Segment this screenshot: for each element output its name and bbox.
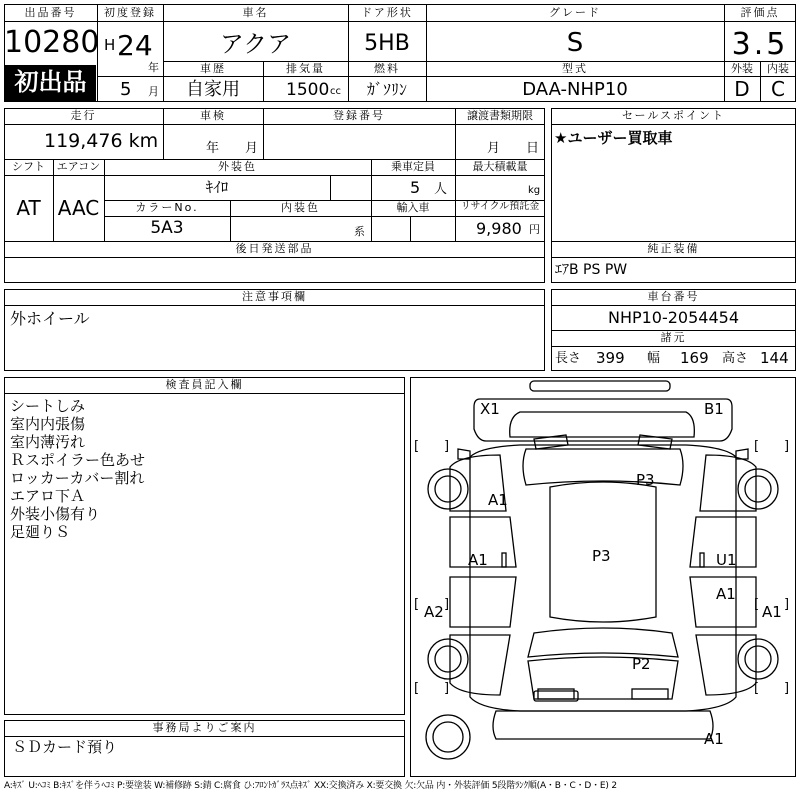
inspector-note: エアロ下Ａ [10,487,86,505]
fuel: ｶﾞｿﾘﾝ [366,80,407,99]
transfer-month-unit: 月 [487,141,501,156]
bracket-right-top-close: ] [784,439,790,454]
ext-score: D [734,77,750,101]
cc-unit: cc [330,86,341,97]
inspector-note: 室内薄汚れ [10,433,86,451]
caution-text: 外ホイール [10,309,90,328]
bracket-left-top: [ [414,439,420,454]
door-label: ドア形状 [361,6,413,19]
mark-a1-left-door: A1 [468,551,488,569]
inspector-note: Ｒスポイラー色あせ [10,451,146,469]
bracket-left-bottom-close: ] [444,681,450,696]
width-label: 幅 [647,351,661,366]
mark-p3-roof: P3 [592,547,611,565]
recycle-unit: 円 [529,223,540,236]
year-unit: 年 [148,61,159,74]
length: 399 [596,349,625,367]
mark-a1-bottom: A1 [704,730,724,748]
ext-score-label: 外装 [731,62,753,75]
history-label: 車歴 [200,62,226,75]
ext-color-label: 外装色 [218,160,257,173]
model-code: DAA-NHP10 [522,79,628,100]
inspection-month-unit: 月 [245,141,259,156]
car-damage-diagram [410,377,796,777]
grade: S [566,28,584,58]
height: 144 [760,349,789,367]
bracket-right-top: [ [754,439,760,454]
mileage-label: 走行 [70,109,97,122]
load-unit: kg [528,185,541,196]
inspector-label: 検査員記入欄 [165,378,244,391]
width: 169 [680,349,709,367]
mark-p2: P2 [632,655,651,673]
color-number: 5A3 [150,218,184,238]
chassis-number: NHP10-2054454 [607,308,740,327]
bracket-right-bottom-close: ] [784,681,790,696]
later-parts-label: 後日発送部品 [235,242,314,255]
capacity-unit: 人 [434,182,448,197]
inspector-note: 室内内張傷 [10,415,86,433]
sales-point-label: セールスポイント [621,109,725,122]
mark-a2: A2 [424,603,444,621]
inspector-note: 外装小傷有り [10,505,101,523]
car-name-label: 車名 [242,6,269,19]
month-unit: 月 [148,85,159,98]
recycle-fee: 9,980 [476,219,522,238]
mark-b1: B1 [704,400,724,418]
ext-color: ｷｲﾛ [205,178,229,196]
mark-p3-hood: P3 [636,471,655,489]
displacement: 1500 [286,80,330,100]
inspector-note: ロッカーカバー割れ [10,469,145,487]
reg-year: 24 [117,29,153,62]
bracket-left-top-close: ] [444,439,450,454]
capacity-label: 乗車定員 [391,160,435,173]
int-color-label: 内装色 [281,201,320,214]
mark-a1-right-rear: A1 [762,603,782,621]
car-name: アクア [219,30,292,58]
score: 3.5 [731,27,789,62]
load-label: 最大積載量 [472,160,528,173]
displacement-label: 排気量 [286,62,325,75]
bracket-right-bottom: [ [754,681,760,696]
mark-a1-right-door: A1 [716,585,736,603]
score-label: 評価点 [740,6,780,19]
inspector-note: 足廻りＳ [10,523,71,541]
capacity: 5 [410,178,421,197]
bracket-left-mid-close: ] [444,597,450,612]
mileage: 119,476 km [44,130,159,152]
inspection-year-unit: 年 [206,141,220,156]
height-label: 高さ [722,351,749,366]
inspection-label: 車検 [200,109,226,122]
legend: A:ｷｽﾞ U:ﾍｺﾐ B:ｷｽﾞを伴うﾍｺﾐ P:要塗装 W:補修跡 S:錆 C:腐食 ひ:ﾌﾛﾝﾄｶﾞﾗｽ点ｷｽﾞ XX:交換済み X:要交換 欠:欠品 内・外装評価 5段階ﾗﾝｸ順(A・B・C・D・E) 2 [4,781,617,791]
mark-u1: U1 [716,551,737,569]
ac-label: エアコン [56,160,101,173]
int-score: C [771,77,785,101]
color-number-label: カラーNo. [135,201,199,214]
lot-number-label: 出品番号 [24,6,77,19]
import-label: 輸入車 [396,201,430,214]
era: H [104,36,116,54]
office-label: 事務局よりご案内 [152,721,257,734]
equipment-text: ｴｱB PS PW [555,262,628,278]
reg-number-label: 登録番号 [333,109,385,122]
grade-label: グレード [549,6,601,19]
transfer-day-unit: 日 [526,141,540,156]
length-label: 長さ [555,351,582,366]
mark-x1: X1 [480,400,500,418]
lot-number: 10280 [4,25,100,60]
shift: AT [16,196,41,220]
bracket-right-mid: [ [754,597,760,612]
first-listing-text: 初出品 [14,68,87,96]
bracket-left-mid: [ [414,597,420,612]
int-score-label: 内装 [767,62,789,75]
int-color-unit: 系 [354,225,365,238]
sales-point-text: ★ユーザー買取車 [554,129,673,147]
door-type: 5HB [364,31,410,56]
history: 自家用 [186,79,240,100]
shift-label: シフト [12,160,45,173]
mark-a1-left-fender: A1 [488,491,508,509]
spec-label: 諸元 [660,331,687,344]
model-label: 型式 [562,62,588,75]
bracket-right-mid-close: ] [784,597,790,612]
inspector-notes [10,397,145,541]
first-reg-label: 初度登録 [104,6,156,19]
chassis-label: 車台番号 [647,290,700,303]
caution-label: 注意事項欄 [242,290,307,303]
equipment-label: 純正装備 [647,242,700,255]
fuel-label: 燃料 [374,62,400,75]
reg-month: 5 [120,79,132,100]
bracket-left-bottom: [ [414,681,420,696]
recycle-label: リサイクル預託金 [460,201,540,212]
transfer-deadline-label: 譲渡書類期限 [467,109,533,122]
air-conditioner: AAC [57,196,100,220]
inspector-note: シートしみ [10,397,86,415]
office-text: ＳＤカード預り [12,738,118,756]
